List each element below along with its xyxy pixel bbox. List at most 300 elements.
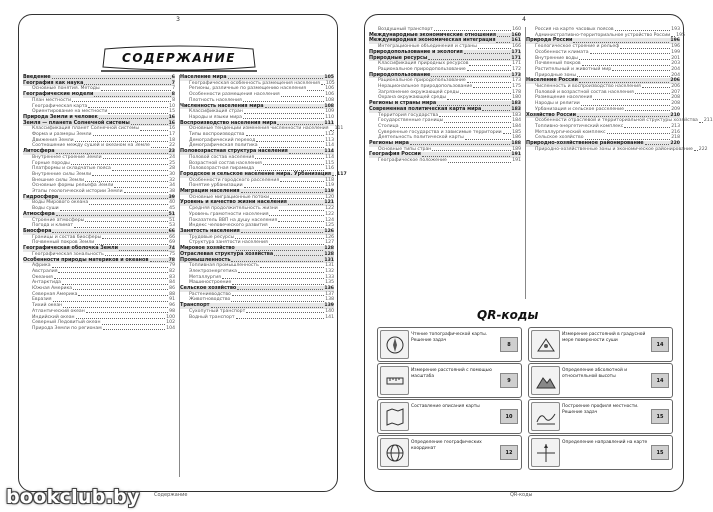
toc-page-number: 40 [169,200,175,206]
toc-entry-title: Природопользование и экология [369,48,463,55]
dot-leader [101,90,171,91]
toc-page-number: 28 [169,166,175,172]
dot-leader [103,329,166,330]
toc-page-number: 22 [169,143,175,149]
dot-leader [464,53,511,54]
toc-page-number: 189 [512,146,521,152]
toc-entry-title: Уровень грамотности населения [189,211,269,217]
toc-page-number: 82 [169,268,175,274]
qr-section-title: QR-коды [477,308,539,322]
toc-page-number: 16 [168,120,175,126]
qr-code-item[interactable] [528,363,673,398]
dot-leader [694,150,698,151]
mountain-icon [531,366,560,395]
dot-leader [496,42,510,43]
toc-page-number: 115 [325,160,334,166]
toc-entry-title: Горные породы [32,160,70,166]
toc-page-number: 160 [512,27,521,32]
dot-leader [124,192,169,193]
qr-item-label: Определение абсолютной и относительной высоты [562,368,628,379]
dot-leader [577,116,669,117]
toc-page-number: 185 [512,129,521,135]
toc-entry-title: Гидросфера [23,193,59,200]
left-page [18,14,347,498]
toc-entry-title: Воспроизводство населения мира [180,119,277,126]
toc-entry-title: Океания [32,274,53,280]
toc-page-number: 173 [512,78,521,84]
toc-page-number: 83 [169,274,175,280]
toc-page-number: 111 [324,120,334,126]
dot-leader [274,255,323,256]
qr-item-label: Составление описания карты [411,404,480,409]
toc-page-number: 161 [511,38,521,44]
toc-page-number: 222 [698,146,708,152]
toc-entry-title: Географическая карта [32,103,88,109]
dot-leader [53,301,169,302]
toc-page-number: 178 [512,89,521,95]
toc-page-number: 105 [324,75,334,80]
toc-page-number: 216 [671,129,680,135]
toc-entry-title: Народы и языки мира [189,114,242,120]
dot-leader [237,289,323,290]
qr-page-badge: 15 [651,445,669,460]
toc-page-number: 51 [169,217,175,223]
toc-page-number: 120 [325,194,334,200]
toc-entry-title: Классификация планет Солнечной системы [32,126,139,132]
dot-leader [151,147,168,148]
toc-column-1 [369,27,521,299]
toc-entry-title: Международная экономическая интеграция [369,37,496,44]
toc-entry-title: Внутренние силы Земли [32,171,92,177]
toc-page-number: 171 [512,61,521,67]
qr-code-item[interactable] [528,327,673,362]
dot-leader [241,192,324,193]
dot-leader [102,238,168,239]
toc-page-number: 69 [169,240,175,246]
toc-entry-title: География как наука [23,79,84,86]
toc-entry-title: Топливная промышленность [189,263,259,269]
toc-entry-title: Половой состав населения [189,154,255,160]
dot-leader [467,82,511,83]
toc-page-number: 183 [511,106,521,112]
toc-page-number: 171 [511,55,521,61]
toc-entry-title: Особенности отраслевой и территориальной структуры хозяйства [535,118,698,124]
profile-icon [531,402,560,431]
toc-page-number: 108 [325,97,334,103]
toc-page-number: 111 [334,126,344,132]
toc-page-number: 114 [325,143,334,149]
toc-page-number: 122 [325,206,334,212]
toc-page-number: 128 [324,246,334,252]
toc-entry-title: Внутренние воды [535,55,578,61]
dot-leader [54,278,168,279]
dot-leader [431,76,510,77]
toc-page-number: 196 [671,44,680,50]
dot-leader [579,59,670,60]
qr-code-item[interactable] [528,399,673,434]
toc-page-number: 196 [670,38,680,44]
toc-entry-title: Природные зоны [535,72,577,78]
toc-page-number: 25 [169,160,175,166]
dot-leader [469,65,511,66]
dot-leader [593,99,670,100]
toc-entry-title: Северный Ледовитый океан [32,320,101,326]
dot-leader [236,318,325,319]
dot-leader [244,187,325,188]
toc-entry-title: План местности [32,97,72,103]
dot-leader [615,30,671,31]
toc-page-number: 106 [325,92,334,98]
toc-page-number: 116 [325,166,334,172]
toc-page-number: 128 [324,251,334,257]
dot-leader [63,307,168,308]
dot-leader [235,238,324,239]
dot-leader [635,93,670,94]
compass-icon [380,330,409,359]
dot-leader [432,150,511,151]
toc-entry-title: Машиностроение [189,280,232,286]
toc-entry-title: Электроэнергетика [189,268,237,274]
toc-entry-title: Классификация природных ресурсов [378,61,469,67]
toc-entry-title: Форма и размеры Земли [32,132,92,138]
toc-entry-title: Внутреннее строение Земли [32,154,102,160]
toc-page-number: 8 [172,97,175,103]
dot-leader [222,278,324,279]
toc-page-number: 10 [169,103,175,109]
dot-leader [410,144,510,145]
watermark: bookclub.by [6,486,140,508]
toc-page-number: 117 [337,171,347,177]
dot-leader [444,122,511,123]
toc-entry-title: Половой и возрастной состав населения [535,89,634,95]
dot-leader [103,158,169,159]
dot-leader [590,53,671,54]
dot-leader [85,221,168,222]
toc-page-number: 102 [166,320,175,326]
toc-page-number: 119 [325,183,334,189]
toc-page-number: 183 [511,101,521,107]
toc-page-number: 126 [325,234,334,240]
toc-entry-title: Воды Мирового океана [32,200,89,206]
toc-page-number: 175 [512,84,521,90]
toc-entry-title: Биосфера [23,227,52,234]
toc-entry-title: Демографический переход [189,137,256,143]
toc-entry-title: Природа России [526,37,573,44]
toc-entry-title: Средняя продолжительность жизни [189,206,278,212]
qr-code-item[interactable] [377,399,522,434]
toc-entry-title: Численность и воспроизводство населения [535,84,641,90]
toc-page-number: 108 [324,103,334,109]
toc-page-number: 218 [671,135,680,141]
dot-leader [277,124,323,125]
dot-leader [86,312,168,313]
toc-entry-title: Особенности климата [535,49,589,55]
dot-leader [422,156,511,157]
dot-leader [94,96,170,97]
toc-page-number: 127 [325,240,334,246]
toc-page-number: 171 [511,49,521,55]
toc-entry-title: Транспорт [180,302,210,309]
dot-leader [93,135,169,136]
dot-leader [246,312,324,313]
page-footer: Содержание [154,492,188,498]
toc-entry-title: Рациональное природопользование [378,66,466,72]
toc-entry-title: Евразия [32,297,52,303]
toc-entry-title: Урбанизация и сельское расселение [535,106,624,112]
toc-page-number: 184 [512,123,521,129]
globe-icon [380,438,409,467]
dot-leader [108,113,168,114]
toc-page-number: 17 [169,132,175,138]
qr-page-badge: 12 [500,445,518,460]
toc-entry-title: Геологическое строение и рельеф [535,44,620,50]
toc-page-number: 124 [325,217,334,223]
toc-entry-title: Ориентирование на местности [32,109,108,115]
toc-page-number: 201 [671,55,680,61]
toc-page-number: 131 [325,263,334,269]
dot-leader [447,99,511,100]
toc-entry-title: Промышленность [180,256,231,263]
dot-leader [246,135,325,136]
dot-leader [269,215,324,216]
toc-entry-title: Металлургия [189,274,221,280]
dot-leader [238,272,324,273]
toc-page-number: 100 [166,314,175,320]
toc-entry-title: Литосфера [23,148,55,155]
toc-entry-title: Миграции населения [180,188,240,195]
qr-code-item[interactable] [377,327,522,362]
toc-entry-title: Территория государства [378,112,439,118]
dot-leader [642,87,670,88]
toc-entry-title: Земля — планета Солнечной системы [23,119,130,126]
toc-page-number: 45 [169,206,175,212]
toc-entry-title: Сельское хозяйство [180,285,237,292]
toc-entry-title: География России [369,151,421,158]
toc-page-number: 86 [169,286,175,292]
qr-item-label: Определение направлений на карте [562,440,648,445]
dot-leader [92,175,168,176]
toc-page-number: 166 [512,44,521,50]
dot-leader [52,267,169,268]
qr-item-label: Измерение расстояний с помощью масштаба [411,368,492,379]
toc-entry-title: Границы и состав биосферы [32,234,102,240]
toc-page-number: 88 [169,291,175,297]
toc-page-number: 113 [325,137,334,143]
toc-entry-title: Атмосфера [23,210,55,217]
dot-leader [85,181,168,182]
toc-entry-title: Природно-хозяйственное районирование [526,140,644,147]
toc-entry-title: Почвенный покров Земли [32,240,95,246]
toc-columns [369,27,713,299]
qr-code-item[interactable] [377,435,522,470]
dot-leader [624,127,670,128]
toc-page-number: 173 [511,72,521,78]
dot-leader [150,261,168,262]
toc-column-2 [179,74,347,477]
toc-entry-title: Географическое положение [378,158,447,164]
page-number: 3 [176,16,180,23]
qr-item-label: Чтение топографической карты. Решение задач [411,332,488,343]
toc-page-number: 180 [512,95,521,101]
toc-page-number: 132 [325,268,334,274]
qr-code-item[interactable] [377,363,522,398]
toc-entry-title: Платформы и складчатые пояса [32,166,111,172]
dot-leader [577,76,670,77]
toc-entry-title: Уровень и качество жизни населения [180,199,287,206]
dot-leader [78,295,168,296]
toc-page-number: 210 [670,112,680,118]
toc-page-number: 78 [168,257,175,263]
toc-entry-title: Суверенные государства и зависимые территории [378,129,502,135]
toc-page-number: 199 [671,49,680,55]
toc-entry-title: Почвенный покров [535,61,581,67]
toc-entry-title: Нерациональное природопользование [378,84,473,90]
dot-leader [74,227,168,228]
toc-page-number: 109 [325,109,334,115]
toc-entry-title: Природные ресурсы [369,54,428,61]
toc-page-number: 75 [169,251,175,257]
dot-leader [281,96,325,97]
toc-page-number: 32 [169,177,175,183]
toc-page-number: 122 [325,211,334,217]
dot-leader [482,110,510,111]
toc-page-number: 220 [670,141,680,147]
toc-page-number: 139 [324,303,334,309]
toc-entry-title: Топливно-энергетический комплекс [535,123,624,129]
toc-page-number: 118 [325,177,334,183]
dot-leader [73,289,168,290]
toc-page-number: 137 [325,291,334,297]
toc-page-number: 119 [324,189,334,195]
dot-leader [263,164,324,165]
toc-entry-title: Россия на карте часовых поясов [535,27,614,32]
toc-page-number: 125 [325,223,334,229]
dot-leader [241,232,324,233]
toc-entry-title: Плотность населения [189,97,242,103]
dot-leader [89,204,168,205]
ruler-icon [380,366,409,395]
toc-entry-title: Регионы и страны мира [369,100,437,107]
toc-entry-title: Индийский океан [32,314,75,320]
toc-page-number: 186 [512,135,521,141]
dot-leader [58,272,168,273]
toc-column-1 [23,75,175,477]
contents-heading: СОДЕРЖАНИЕ [122,51,236,65]
toc-entry-title: Особенности размещения населения [189,92,280,98]
toc-entry-title: Этапы геологической истории Земли [32,189,123,195]
toc-entry-title: Растениеводство [189,291,231,297]
toc-entry-title: Географическая особенность размещения населения [189,80,320,86]
dot-leader [582,65,671,66]
toc-page-number: 172 [512,66,521,72]
dot-leader [428,59,510,60]
toc-entry-title: Движения Земли [32,137,74,143]
qr-page-badge: 8 [500,337,518,352]
dot-leader [255,158,324,159]
dot-leader [467,70,511,71]
toc-page-number: 66 [169,234,175,240]
toc-entry-title: Население России [526,77,578,84]
dot-leader [279,210,324,211]
toc-page-number: 53 [169,223,175,229]
dot-leader [256,141,324,142]
dot-leader [645,144,670,145]
toc-entry-title: Сельское хозяйство [535,135,584,141]
qr-page-badge: 14 [651,337,669,352]
toc-entry-title: Классификация стран [189,109,243,115]
toc-entry-title: Сухопутный транспорт [189,308,246,314]
dot-leader [260,267,324,268]
toc-page-number: 16 [168,114,175,120]
toc-page-number: 209 [671,106,680,112]
toc-page-number: 66 [168,228,175,234]
toc-entry-title: Погода и климат [32,223,74,229]
toc-entry-title: Современная политическая карта мира [369,105,482,112]
dot-leader [579,82,669,83]
toc-page-number: 213 [671,123,680,129]
toc-page-number: 7 [172,86,175,92]
toc-page-number: 141 [325,314,334,320]
dot-leader [400,127,512,128]
toc-page-number: 110 [325,114,334,120]
dot-leader [52,232,167,233]
toc-page-number: 34 [169,183,175,189]
toc-entry-title: Соотношение между сушей и океаном на Земле [32,143,150,149]
qr-item-label: Построение профиля местности. Решение задач [562,404,639,415]
toc-entry-title: Географическая зональность [32,251,104,257]
dot-leader [232,284,324,285]
toc-page-number: 18 [169,137,175,143]
toc-entry-title: Мировое хозяйство [180,245,235,252]
toc-entry-title: Деятельность политической карты [378,135,464,141]
dot-leader [307,90,324,91]
dot-leader [75,141,169,142]
toc-page-number: 206 [671,84,680,90]
toc-entry-title: Хозяйство России [526,111,577,118]
toc-entry-title: Показатель ВВП на душу населения [189,217,278,223]
qr-code-item[interactable] [528,435,673,470]
toc-page-number: 211 [703,118,713,124]
toc-entry-title: Отраслевая структура хозяйства [180,250,274,257]
toc-page-number: 15 [169,109,175,115]
toc-entry-title: Индекс человеческого развития [189,223,268,229]
toc-entry-title: Природопользование [369,71,431,78]
toc-entry-title: Размещение населения [535,95,593,101]
toc-page-number: 207 [671,89,680,95]
toc-entry-title: Воздушный транспорт [378,27,433,32]
dot-leader [244,113,324,114]
toc-entry-title: Столица [378,123,399,129]
toc-entry-title: Основные тенденции изменения численности населения [189,126,329,132]
dot-leader [278,221,324,222]
toc-entry-title: Население мира [180,74,227,80]
toc-page-number: 208 [671,101,680,107]
toc-entry-title: Регионы мира [369,140,409,147]
toc-entry-title: Численность населения мира [180,102,264,109]
dot-leader [228,78,324,79]
toc-page-number: 74 [168,246,175,252]
toc-page-number: 191 [511,152,521,158]
toc-page-number: 160 [511,32,521,38]
toc-page-number: 98 [169,308,175,314]
dot-leader [439,116,511,117]
toc-entry-title: Загрязнение окружающей среды [378,89,460,95]
dot-leader [131,124,168,125]
toc-page-number: 138 [325,297,334,303]
toc-entry-title: Основные формы рельефа Земли [32,183,114,189]
toc-entry-title: Охрана окружающей среды [378,95,447,101]
dot-leader [625,110,670,111]
